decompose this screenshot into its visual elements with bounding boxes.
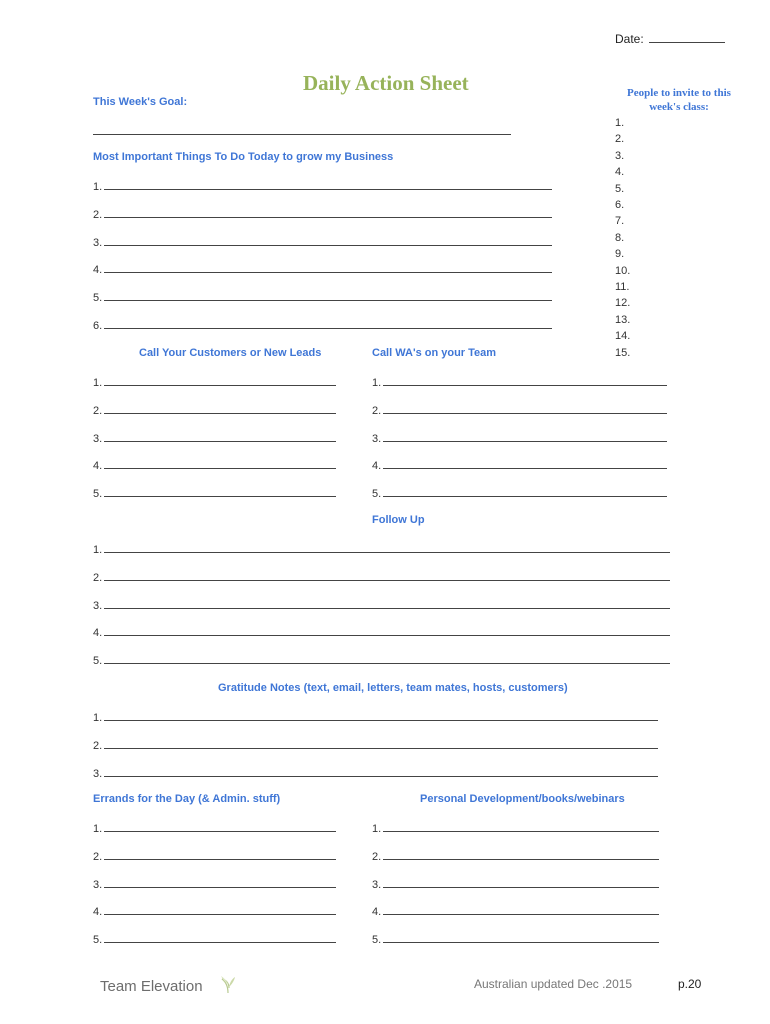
date-label: Date:	[615, 32, 644, 46]
item-number: 13.	[615, 313, 631, 326]
invite-item	[615, 265, 630, 277]
fill-in-blank[interactable]	[104, 904, 336, 915]
item-number: 5.	[93, 934, 103, 947]
fill-in-blank[interactable]	[383, 877, 659, 888]
page-title: Daily Action Sheet	[303, 71, 469, 95]
call-customer-item	[93, 486, 336, 500]
item-number: 4.	[93, 627, 103, 640]
fill-in-blank[interactable]	[104, 710, 658, 721]
call-wa-item	[372, 458, 667, 472]
errand-item	[93, 877, 336, 891]
fill-in-blank[interactable]	[104, 653, 670, 664]
errand-item	[93, 849, 336, 863]
item-number: 2.	[93, 850, 103, 863]
fill-in-blank[interactable]	[104, 570, 670, 581]
item-number: 2.	[93, 739, 103, 752]
fill-in-blank[interactable]	[104, 877, 336, 888]
item-number: 1.	[93, 377, 103, 389]
leaf-logo-icon	[220, 974, 236, 994]
item-number: 4.	[615, 166, 625, 179]
most-important-item	[93, 318, 552, 332]
most-important-item	[93, 207, 552, 221]
gratitude-heading: Gratitude Notes (text, email, letters, team mates, hosts, customers)	[218, 682, 568, 694]
item-number: 10.	[615, 264, 631, 277]
fill-in-blank[interactable]	[383, 821, 659, 832]
errand-item	[93, 932, 336, 946]
gratitude-item	[93, 766, 658, 780]
footer-note: Australian updated Dec .2015	[474, 977, 633, 991]
follow-up-item	[93, 653, 670, 667]
fill-in-blank[interactable]	[104, 431, 336, 442]
follow-up-heading: Follow Up	[372, 514, 425, 526]
item-number: 3.	[93, 599, 103, 612]
item-number: 3.	[93, 878, 103, 891]
personal-dev-item	[372, 821, 659, 835]
item-number: 14.	[615, 330, 631, 343]
most-important-item	[93, 179, 552, 193]
fill-in-blank[interactable]	[383, 403, 667, 414]
fill-in-blank[interactable]	[383, 486, 667, 497]
item-number: 3.	[93, 432, 103, 445]
most-important-heading: Most Important Things To Do Today to grow my Business	[93, 151, 394, 163]
item-number: 1.	[93, 181, 103, 193]
fill-in-blank[interactable]	[104, 290, 552, 301]
item-number: 4.	[93, 460, 103, 473]
item-number: 1.	[615, 117, 625, 129]
fill-in-blank[interactable]	[104, 766, 658, 777]
weekly-goal-blank[interactable]	[93, 124, 511, 135]
item-number: 1.	[93, 712, 103, 724]
fill-in-blank[interactable]	[104, 542, 670, 553]
fill-in-blank[interactable]	[104, 262, 552, 273]
most-important-item	[93, 290, 552, 304]
call-wa-item	[372, 486, 667, 500]
item-number: 3.	[93, 767, 103, 780]
item-number: 1.	[93, 823, 103, 835]
item-number: 2.	[93, 571, 103, 584]
item-number: 5.	[93, 655, 103, 668]
follow-up-item	[93, 570, 670, 584]
follow-up-item	[93, 625, 670, 639]
fill-in-blank[interactable]	[104, 179, 552, 190]
call-customer-item	[93, 403, 336, 417]
item-number: 15.	[615, 346, 631, 359]
invite-item	[615, 281, 629, 293]
call-customer-item	[93, 375, 336, 389]
item-number: 6.	[93, 320, 103, 332]
item-number: 5.	[93, 488, 103, 501]
item-number: 4.	[93, 264, 103, 277]
invite-item	[615, 117, 624, 129]
call-customer-item	[93, 458, 336, 472]
item-number: 8.	[615, 231, 625, 244]
weekly-goal-label: This Week's Goal:	[93, 96, 188, 108]
invite-item	[615, 183, 624, 195]
fill-in-blank[interactable]	[104, 458, 336, 469]
personal-dev-item	[372, 932, 659, 946]
invite-item	[615, 314, 630, 326]
item-number: 4.	[93, 906, 103, 919]
item-number: 3.	[372, 432, 382, 445]
team-elevation-logo-text: Team Elevation	[100, 978, 203, 995]
invite-item	[615, 248, 624, 260]
date-field[interactable]	[615, 32, 725, 46]
item-number: 2.	[615, 133, 625, 146]
errands-heading: Errands for the Day (& Admin. stuff)	[93, 793, 281, 805]
fill-in-blank[interactable]	[383, 431, 667, 442]
invite-heading: People to invite to this week's class:	[627, 87, 731, 113]
item-number: 1.	[372, 377, 382, 389]
invite-item	[615, 232, 624, 244]
most-important-item	[93, 262, 552, 276]
invite-item	[615, 133, 624, 145]
item-number: 2.	[372, 404, 382, 417]
errand-item	[93, 821, 336, 835]
invite-item	[615, 347, 630, 359]
fill-in-blank[interactable]	[104, 207, 552, 218]
fill-in-blank[interactable]	[104, 932, 336, 943]
follow-up-item	[93, 598, 670, 612]
call-customers-heading: Call Your Customers or New Leads	[139, 347, 322, 359]
item-number: 4.	[372, 906, 382, 919]
invite-item	[615, 199, 624, 211]
invite-item	[615, 150, 624, 162]
call-wa-item	[372, 403, 667, 417]
item-number: 2.	[93, 208, 103, 221]
fill-in-blank[interactable]	[383, 849, 659, 860]
fill-in-blank[interactable]	[383, 932, 659, 943]
page-number: p.20	[678, 977, 702, 991]
fill-in-blank[interactable]	[383, 904, 659, 915]
item-number: 3.	[615, 149, 625, 162]
fill-in-blank[interactable]	[104, 849, 336, 860]
call-wa-heading: Call WA's on your Team	[372, 347, 497, 359]
fill-in-blank[interactable]	[104, 738, 658, 749]
invite-item	[615, 297, 630, 309]
call-customer-item	[93, 431, 336, 445]
fill-in-blank[interactable]	[383, 375, 667, 386]
invite-item	[615, 166, 624, 178]
item-number: 2.	[93, 404, 103, 417]
invite-item	[615, 215, 624, 227]
item-number: 7.	[615, 215, 625, 228]
item-number: 9.	[615, 248, 625, 261]
fill-in-blank[interactable]	[104, 318, 552, 329]
fill-in-blank[interactable]	[104, 486, 336, 497]
errand-item	[93, 904, 336, 918]
item-number: 5.	[372, 934, 382, 947]
personal-dev-item	[372, 904, 659, 918]
fill-in-blank[interactable]	[104, 625, 670, 636]
personal-dev-item	[372, 849, 659, 863]
item-number: 1.	[372, 823, 382, 835]
item-number: 1.	[93, 544, 103, 556]
follow-up-item	[93, 542, 670, 556]
fill-in-blank[interactable]	[104, 598, 670, 609]
invite-item	[615, 330, 630, 342]
item-number: 4.	[372, 460, 382, 473]
personal-dev-heading: Personal Development/books/webinars	[420, 793, 625, 805]
fill-in-blank[interactable]	[104, 375, 336, 386]
fill-in-blank[interactable]	[104, 235, 552, 246]
item-number: 2.	[372, 850, 382, 863]
fill-in-blank[interactable]	[104, 403, 336, 414]
fill-in-blank[interactable]	[383, 458, 667, 469]
call-wa-item	[372, 375, 667, 389]
item-number: 3.	[93, 236, 103, 249]
item-number: 11.	[615, 281, 630, 293]
item-number: 5.	[93, 292, 103, 305]
personal-dev-item	[372, 877, 659, 891]
item-number: 5.	[615, 182, 625, 195]
fill-in-blank[interactable]	[104, 821, 336, 832]
item-number: 12.	[615, 297, 631, 310]
item-number: 3.	[372, 878, 382, 891]
call-wa-item	[372, 431, 667, 445]
item-number: 6.	[615, 199, 625, 211]
most-important-item	[93, 235, 552, 249]
gratitude-item	[93, 710, 658, 724]
item-number: 5.	[372, 488, 382, 501]
gratitude-item	[93, 738, 658, 752]
date-blank[interactable]	[649, 32, 725, 43]
